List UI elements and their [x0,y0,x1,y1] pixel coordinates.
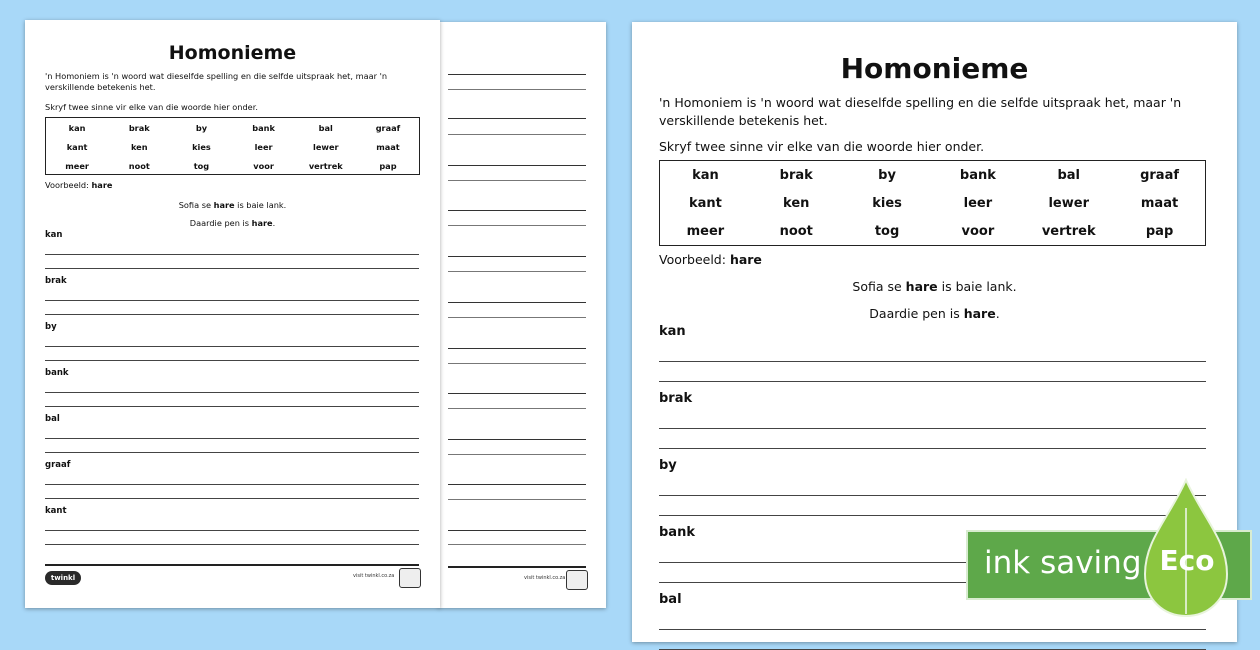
section-label-kan: kan [659,324,686,339]
word-table-cell: graaf [375,122,401,133]
writing-line[interactable] [659,428,1206,429]
writing-line[interactable] [45,360,419,361]
example-sentence-1: Sofia se hare is baie lank. [852,279,1017,294]
writing-line[interactable] [448,408,586,409]
writing-line[interactable] [45,254,419,255]
example-sentence-1: Sofia se hare is baie lank. [178,200,287,210]
writing-line[interactable] [448,363,586,364]
example-heading: Voorbeeld: hare [659,252,762,267]
twinkl-logo: twinkl [45,571,81,585]
word-table-cell: graaf [1140,167,1180,183]
writing-line[interactable] [448,454,586,455]
writing-line[interactable] [448,484,586,485]
writing-line[interactable] [448,134,586,135]
word-table-cell: kies [872,195,902,211]
worksheet-small-preview [25,20,440,608]
writing-line[interactable] [448,89,586,90]
word-table-row [46,156,419,175]
worksheet-instruction: Skryf twee sinne vir elke van die woorde hier onder. [45,102,258,112]
section-label-bal: bal [659,592,682,607]
word-table-row [46,137,419,156]
worksheet-title: Homonieme [840,52,1029,85]
writing-line[interactable] [448,74,586,75]
word-table-cell: kan [692,167,719,183]
writing-line[interactable] [45,530,419,531]
worksheet-title: Homonieme [168,42,297,64]
writing-line[interactable] [448,165,586,166]
writing-line[interactable] [659,448,1206,449]
word-table-cell: noot [779,223,813,239]
eco-label: Eco [1159,544,1215,577]
word-table-cell: ken [130,141,148,152]
word-table-row [46,118,419,137]
worksheet-back-page [438,22,606,608]
writing-line[interactable] [45,346,419,347]
word-table-cell: bal [1057,167,1080,183]
word-table-cell: vertrek [1041,223,1096,239]
ink-saving-text: ink saving [984,545,1142,581]
writing-line[interactable] [448,439,586,440]
word-table-cell: lewer [313,141,339,152]
word-table-cell: pap [379,160,397,171]
writing-line[interactable] [448,317,586,318]
writing-line[interactable] [45,498,419,499]
footer-url: visit twinkl.co.za [353,573,395,579]
writing-line[interactable] [45,300,419,301]
word-table-cell: tog [193,160,210,171]
word-table-cell: voor [253,160,274,171]
writing-line[interactable] [45,268,419,269]
word-table-cell: leer [254,141,273,152]
word-table-cell: pap [1145,223,1174,239]
writing-line[interactable] [448,256,586,257]
example-sentence-2: Daardie pen is hare. [189,218,276,228]
word-table-cell: maat [1140,195,1179,211]
writing-line[interactable] [659,361,1206,362]
word-table-cell: meer [65,160,89,171]
word-table-cell: kan [68,122,86,133]
writing-line[interactable] [659,381,1206,382]
writing-line[interactable] [45,392,419,393]
word-table-row [660,217,1205,245]
writing-line[interactable] [448,348,586,349]
example-sentence-2: Daardie pen is hare. [869,306,1000,321]
word-table-row [660,161,1205,189]
word-table-cell: by [878,167,896,183]
word-table-cell: bank [252,122,275,133]
word-table-cell: meer [686,223,725,239]
word-table-cell: bank [959,167,996,183]
word-table-cell: leer [963,195,993,211]
writing-line[interactable] [448,302,586,303]
section-label-by: by [45,322,57,332]
page-badge-icon [566,570,588,590]
writing-line[interactable] [45,452,419,453]
word-table-row [660,189,1205,217]
word-table-cell: by [195,122,208,133]
section-label-kant: kant [45,506,67,516]
writing-line[interactable] [448,530,586,531]
page-badge-icon [399,568,421,588]
word-table-cell: vertrek [308,160,343,171]
section-label-kan: kan [45,230,63,240]
writing-line[interactable] [448,118,586,119]
writing-line[interactable] [448,544,586,545]
writing-line[interactable] [448,225,586,226]
writing-line[interactable] [448,393,586,394]
word-table-cell: kies [192,141,211,152]
writing-line[interactable] [45,438,419,439]
section-label-bank: bank [45,368,69,378]
footer-divider [448,566,586,568]
writing-line[interactable] [45,484,419,485]
footer-url: visit twinkl.co.za [524,575,566,581]
section-label-bank: bank [659,525,695,540]
example-heading: Voorbeeld: hare [45,180,113,190]
word-table-cell: brak [128,122,150,133]
writing-line[interactable] [45,544,419,545]
writing-line[interactable] [448,271,586,272]
section-label-graaf: graaf [45,460,71,470]
section-label-brak: brak [45,276,67,286]
writing-line[interactable] [448,180,586,181]
word-table-cell: maat [376,141,400,152]
word-table-cell: tog [874,223,900,239]
writing-line[interactable] [45,314,419,315]
writing-line[interactable] [659,515,1206,516]
writing-line[interactable] [659,495,1206,496]
word-table [659,160,1206,246]
word-table-cell: kant [66,141,88,152]
word-table-cell: voor [961,223,995,239]
word-table-cell: noot [128,160,150,171]
word-table-cell: kant [688,195,722,211]
word-table-cell: ken [783,195,810,211]
word-table-cell: brak [779,167,813,183]
section-label-brak: brak [659,391,693,406]
section-label-bal: bal [45,414,60,424]
section-label-by: by [659,458,677,473]
worksheet-intro: 'n Homoniem is 'n woord wat dieselfde spelling en die selfde uitspraak het, maar 'n verskillende betekenis het. [45,71,388,92]
writing-line[interactable] [448,499,586,500]
word-table-cell: bal [318,122,333,133]
word-table [45,117,420,175]
writing-line[interactable] [448,210,586,211]
writing-line[interactable] [45,406,419,407]
worksheet-intro: 'n Homoniem is 'n woord wat dieselfde spelling en die selfde uitspraak het, maar 'n verskillende betekenis het. [659,95,1182,128]
footer-divider [45,564,419,566]
word-table-cell: lewer [1048,195,1089,211]
worksheet-instruction: Skryf twee sinne vir elke van die woorde hier onder. [659,139,985,154]
